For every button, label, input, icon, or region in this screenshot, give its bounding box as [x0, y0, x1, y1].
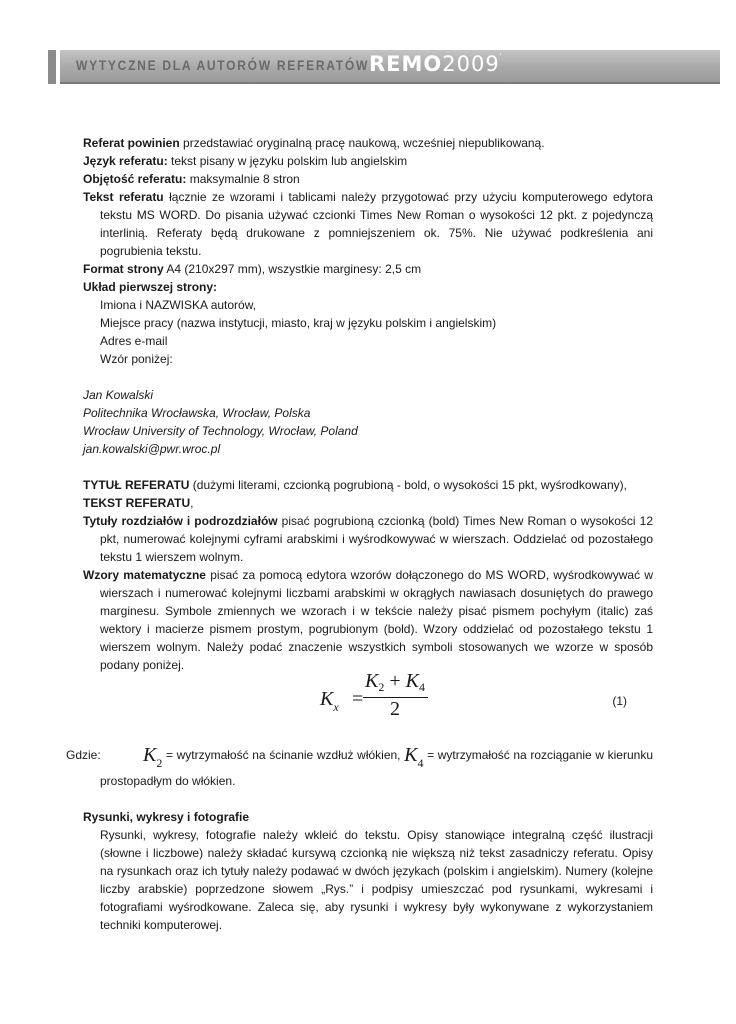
label-gdzie: Gdzie: [66, 748, 101, 762]
first-page-item: Wzór poniżej: [100, 352, 173, 366]
header-title: WYTYCZNE DLA AUTORÓW REFERATÓW [76, 57, 370, 73]
text-jezyk: tekst pisany w języku polskim lub angielskim [167, 154, 408, 168]
label-format: Format strony [83, 262, 164, 276]
header-left-bar [48, 50, 56, 84]
example-email: jan.kowalski@pwr.wroc.pl [83, 442, 221, 456]
paragraph-wzory [83, 566, 653, 674]
text-objetosc: maksymalnie 8 stron [186, 172, 300, 186]
paragraph-objetosc [83, 170, 653, 188]
logo-sup-mark: ' [499, 52, 502, 61]
text-referat: przedstawiać oryginalną pracę naukową, wcześniej niepublikowaną. [179, 136, 545, 150]
label-jezyk: Język referatu: [83, 154, 168, 168]
text-k2: = wytrzymałość na ścinanie wzdłuż włókien, [162, 748, 405, 762]
header-underline [60, 82, 720, 84]
formula-equals: = [352, 688, 364, 710]
example-affiliation-en: Wrocław University of Technology, Wrocław, Poland [83, 424, 358, 438]
text-tytul: (dużymi literami, czcionką pogrubioną - bold, o wysokości 15 pkt, wyśrodkowany), [189, 478, 627, 492]
text-format: A4 (210x297 mm), wszystkie marginesy: 2,5 cm [163, 262, 422, 276]
symbol-k4: K [404, 744, 418, 766]
formula-row [83, 670, 653, 728]
first-page-item: Adres e-mail [100, 334, 168, 348]
paragraph-tytuly [83, 512, 653, 566]
symbol-k2: K [143, 744, 157, 766]
label-objetosc: Objętość referatu: [83, 172, 187, 186]
label-referat: Referat powinien [83, 136, 180, 150]
paragraph-referat [83, 134, 653, 152]
label-tekst: Tekst referatu [83, 190, 164, 204]
text-k4: = wytrzymałość na rozciąganie w kierunku prostopadłym do włókien. [100, 748, 653, 788]
logo-year-text: 2009 [442, 52, 500, 76]
paragraph-gdzie: Gdzie: K2 = wytrzymałość na ścinanie wzdłuż włókien, K4 = wytrzymałość na rozciąganie w kierunku prostopadłym do włókien. [66, 744, 653, 788]
paragraph-tekst-referatu [83, 494, 653, 512]
example-affiliation-pl: Politechnika Wrocławska, Wrocław, Polska [83, 406, 311, 420]
label-tytuly: Tytuły rozdziałów i podrozdziałów [83, 514, 278, 528]
text-tekst-referatu: , [190, 496, 194, 510]
text-tekst: łącznie ze wzorami i tablicami należy przygotować przy użyciu komputerowego edytora tekstu MS WORD. Do pisania używać czcionki Times New Roman o wysokości 12 pkt. z pojedynczą interlinią. Referaty będą drukowane z pomniejszeniem ok. 75%. Nie używać podkreślenia ani pogrubienia tekstu. [100, 190, 653, 258]
label-uklad: Układ pierwszej strony: [83, 280, 218, 294]
text-wzory: pisać za pomocą edytora wzorów dołączonego do MS WORD, wyśrodkowywać w wierszach i numerować kolejnymi liczbami arabskimi w okrągłych nawiasach dosuniętych do prawego marginesu. Symbole zmiennych we wzorach i w tekście należy pisać pismem pochyłym (italic) zaś wektory i macierze pismem prostym, pogrubionym (bold). Wzory oddzielać od pozostałego tekstu 1 wierszem wolnym. Należy podać znaczenie wszystkich symboli stosowanych we wzorze w sposób podany poniżej. [100, 568, 653, 672]
paragraph-tekst [83, 188, 653, 260]
label-tekst-referatu: TEKST REFERATU [83, 496, 191, 510]
label-tytul: TYTUŁ REFERATU [83, 478, 190, 492]
paragraph-figures: Rysunki, wykresy, fotografie należy wkleić do tekstu. Opisy stanowiące integralną część ilustracji (słowne i liczbowe) należy składać kursywą czcionką nie większą niż tekst zasadniczy referatu. Opisy na rysunkach oraz ich tytuły należy podawać w dwóch językach (polskim i angielskim). Numery (kolejne liczby arabskie) poprzedzone słowem „Rys.” i podpisy umieszczać pod rysunkami, wykresami i fotografiami wyśrodkowane. Zaleca się, aby rysunki i wykresy były wykonywane z wykorzystaniem techniki komputerowej. [100, 828, 653, 932]
remo-logo [369, 52, 501, 76]
logo-remo-text: REMO [369, 52, 443, 76]
section-heading-figures: Rysunki, wykresy i fotografie [83, 810, 250, 824]
first-page-item: Imiona i NAZWISKA autorów, [100, 298, 257, 312]
label-wzory: Wzory matematyczne [83, 568, 206, 582]
example-author: Jan Kowalski [83, 388, 154, 402]
paragraph-jezyk [83, 152, 653, 170]
document-body [66, 134, 653, 934]
paragraph-tytul [83, 476, 653, 494]
text-tytuly: pisać pogrubioną czcionką (bold) Times New Roman o wysokości 12 pkt, numerować kolejnymi cyframi arabskimi i wyśrodkowywać w wierszach. Oddzielać od pozostałego tekstu 1 wierszem wolnym. [100, 514, 653, 564]
formula-denominator: 2 [390, 698, 400, 720]
formula-number: (1) [612, 694, 627, 708]
formula-numerator: $K_2 + K_4$ [365, 670, 425, 694]
formula-lhs: $K_x$ [320, 688, 339, 714]
paragraph-uklad [83, 278, 653, 296]
paragraph-format [83, 260, 653, 278]
first-page-item: Miejsce pracy (nazwa instytucji, miasto, kraj w języku polskim i angielskim) [100, 316, 497, 330]
